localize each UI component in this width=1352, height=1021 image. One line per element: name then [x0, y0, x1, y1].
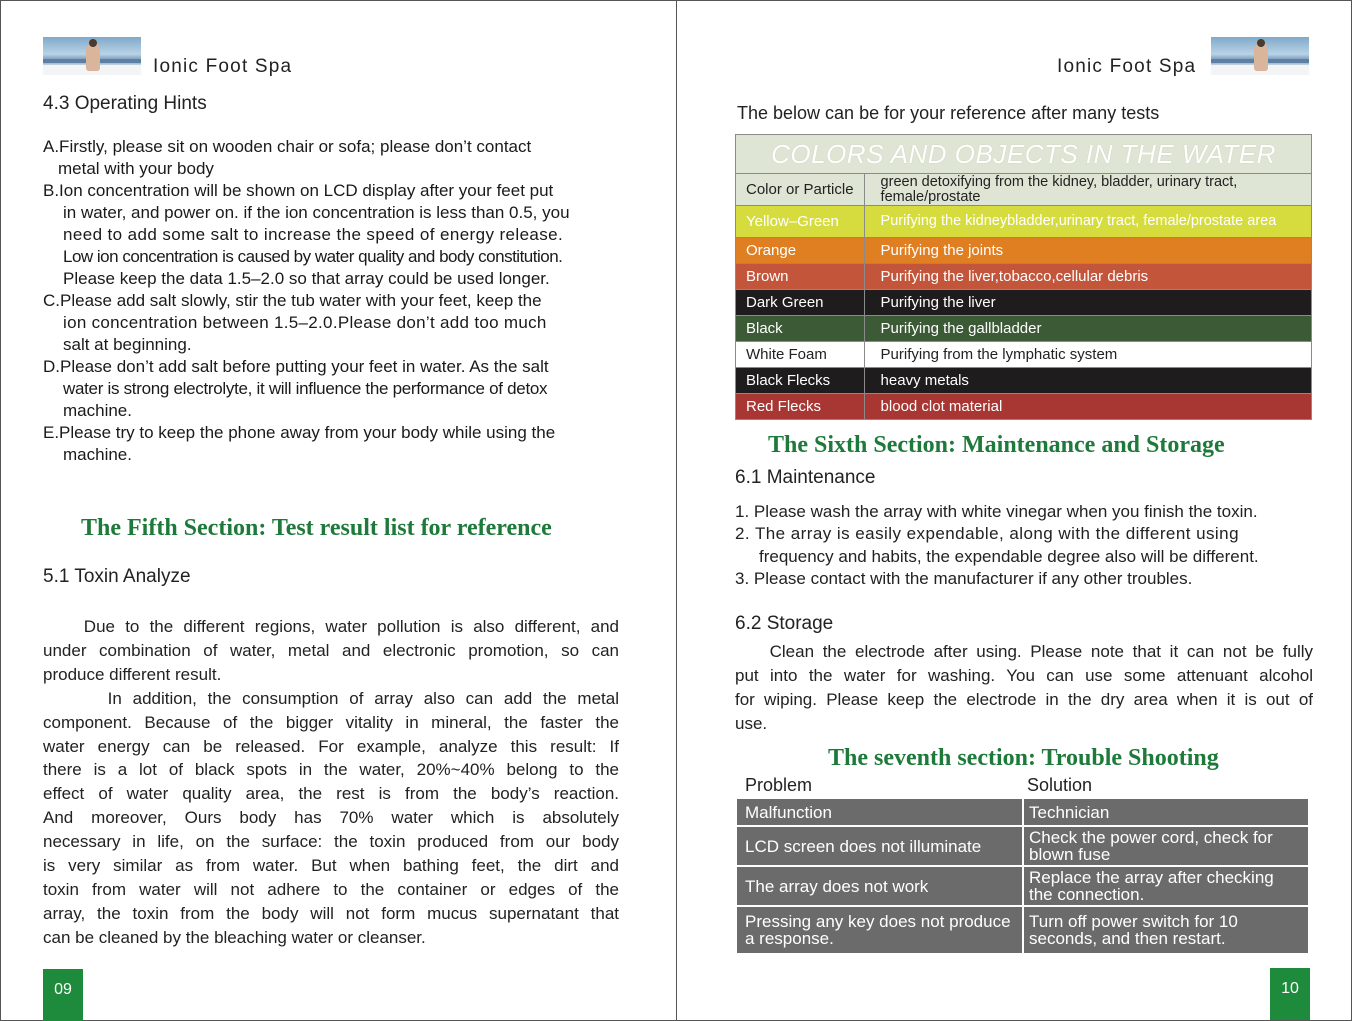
color-row: [736, 342, 1312, 368]
analysis-line: produce different result.: [43, 664, 222, 684]
color-meaning-cell: Purifying from the lymphatic system: [864, 342, 1311, 368]
analysis-line: can be cleaned by the bleaching water or cleanser.: [43, 927, 426, 947]
spa-photo-thumbnail: [1211, 37, 1309, 75]
maintenance-item: 2. The array is easily expendable, along with the different using: [735, 524, 1239, 544]
storage-heading: 6.2 Storage: [735, 613, 834, 634]
maintenance-item: frequency and habits, the expendable degree also will be different.: [759, 546, 1259, 566]
trouble-shooting-table: [735, 797, 1310, 955]
seventh-section-title: The seventh section: Trouble Shooting: [828, 745, 1219, 771]
page-number: 10: [1270, 968, 1310, 1020]
maintenance-item: 1. Please wash the array with white vinegar when you finish the toxin.: [735, 502, 1258, 521]
brand-title: Ionic Foot Spa: [1057, 56, 1197, 77]
color-row: [736, 174, 1312, 206]
analysis-line: water energy can be released. For example, analyze this result: If: [43, 736, 619, 756]
color-name-cell: White Foam: [736, 342, 865, 368]
color-meaning-cell: blood clot material: [864, 394, 1311, 420]
color-row: [736, 368, 1312, 394]
problem-column-header: Problem: [745, 775, 813, 795]
color-name-cell: Brown: [736, 264, 865, 290]
analysis-line: under combination of water, metal and electronic promotion, so can: [43, 640, 619, 660]
hint-line: machine.: [63, 401, 132, 420]
color-name-cell: Black: [736, 316, 865, 342]
color-meaning-cell: green detoxifying from the kidney, bladder, urinary tract, female/prostate: [864, 174, 1311, 206]
hint-line: ion concentration between 1.5–2.0.Please don’t add too much: [63, 313, 547, 332]
analysis-line: array, the toxin from the body will not form mucus supernatant that: [43, 903, 619, 923]
color-meaning-cell: heavy metals: [864, 368, 1311, 394]
trouble-row: [736, 826, 1309, 866]
color-name-cell: Color or Particle: [736, 174, 865, 206]
analysis-line: In addition, the consumption of array also can add the metal: [43, 688, 619, 708]
maintenance-item: 3. Please contact with the manufacturer if any other troubles.: [735, 568, 1193, 588]
hint-line: E.Please try to keep the phone away from your body while using the: [43, 423, 556, 442]
solution-cell: Check the power cord, check for blown fuse: [1023, 826, 1309, 866]
solution-column-header: Solution: [1027, 775, 1093, 795]
maintenance-list: [735, 501, 1335, 590]
hint-line: machine.: [63, 445, 132, 464]
hint-line: salt at beginning.: [63, 335, 192, 354]
color-meaning-cell: Purifying the liver: [864, 290, 1311, 316]
operating-hints-list: [43, 136, 623, 466]
problem-cell: The array does not work: [736, 866, 1023, 906]
trouble-row: [736, 906, 1309, 954]
spa-photo-thumbnail: [43, 37, 141, 75]
operating-hints-heading: 4.3 Operating Hints: [43, 93, 207, 114]
solution-cell: Replace the array after checking the connection.: [1023, 866, 1309, 906]
analysis-line: Due to the different regions, water pollution is also different, and: [43, 617, 619, 636]
analysis-line: And moreover, Ours body has 70% water which is absolutely: [43, 808, 619, 828]
colors-objects-table: [735, 134, 1312, 420]
problem-cell: Pressing any key does not produce a response.: [736, 906, 1023, 954]
page-number: 09: [43, 969, 83, 1021]
hint-line: metal with your body: [58, 159, 214, 178]
solution-cell: Technician: [1023, 798, 1309, 826]
hint-line: B.Ion concentration will be shown on LCD display after your feet put: [43, 181, 554, 200]
analysis-line: effect of water quality area, the rest is from the body’s reaction.: [43, 784, 619, 804]
hint-line: C.Please add salt slowly, stir the tub water with your feet, keep the: [43, 291, 542, 310]
storage-line: use.: [735, 714, 768, 733]
storage-paragraph: [735, 640, 1313, 736]
color-name-cell: Black Flecks: [736, 368, 865, 394]
color-meaning-cell: Purifying the gallbladder: [864, 316, 1311, 342]
color-name-cell: Orange: [736, 238, 865, 264]
reference-intro: The below can be for your reference after many tests: [737, 103, 1160, 123]
maintenance-heading: 6.1 Maintenance: [735, 467, 876, 488]
hint-line: Please keep the data 1.5–2.0 so that array could be used longer.: [63, 269, 550, 288]
analysis-line: toxin from water will not adhere to the container or edges of the: [43, 879, 619, 899]
storage-line: for wiping. Please keep the electrode in the dry area when it is out of: [735, 690, 1313, 709]
analysis-line: necessary in life, on the surface: the toxin produced from our body: [43, 832, 619, 852]
color-name-cell: Dark Green: [736, 290, 865, 316]
storage-line: Clean the electrode after using. Please note that it can not be fully: [735, 642, 1313, 661]
problem-cell: LCD screen does not illuminate: [736, 826, 1023, 866]
color-name-cell: Red Flecks: [736, 394, 865, 420]
color-name-cell: Yellow–Green: [736, 206, 865, 238]
color-row: [736, 264, 1312, 290]
hint-line: Low ion concentration is caused by water quality and body constitution.: [63, 247, 563, 266]
trouble-row: [736, 798, 1309, 826]
color-row: [736, 290, 1312, 316]
storage-line: put into the water for washing. You can use some attenuant alcohol: [735, 666, 1313, 685]
color-meaning-cell: Purifying the kidneybladder,urinary tract, female/prostate area: [864, 206, 1311, 238]
fifth-section-title: The Fifth Section: Test result list for reference: [81, 515, 552, 541]
color-row: [736, 394, 1312, 420]
toxin-analyze-heading: 5.1 Toxin Analyze: [43, 566, 191, 587]
analysis-line: component. Because of the bigger vitality in mineral, the faster the: [43, 712, 619, 732]
toxin-analysis-paragraph: [43, 615, 619, 950]
sixth-section-title: The Sixth Section: Maintenance and Storage: [768, 432, 1225, 458]
analysis-line: is very similar as from water. But when bathing feet, the dirt and: [43, 856, 619, 876]
hint-line: need to add some salt to increase the speed of energy release.: [63, 225, 564, 244]
brand-title: Ionic Foot Spa: [153, 56, 293, 77]
problem-cell: Malfunction: [736, 798, 1023, 826]
color-row: [736, 316, 1312, 342]
hint-line: A.Firstly, please sit on wooden chair or sofa; please don’t contact: [43, 137, 532, 156]
color-row: [736, 238, 1312, 264]
color-meaning-cell: Purifying the joints: [864, 238, 1311, 264]
hint-line: water is strong electrolyte, it will influence the performance of detox: [63, 379, 548, 398]
analysis-line: there is a lot of black spots in the water, 20%~40% belong to the: [43, 760, 619, 780]
solution-cell: Turn off power switch for 10 seconds, and then restart.: [1023, 906, 1309, 954]
colors-table-title: COLORS AND OBJECTS IN THE WATER: [736, 135, 1312, 174]
trouble-row: [736, 866, 1309, 906]
hint-line: D.Please don’t add salt before putting your feet in water. As the salt: [43, 357, 549, 376]
color-meaning-cell: Purifying the liver,tobacco,cellular debris: [864, 264, 1311, 290]
color-row: [736, 206, 1312, 238]
hint-line: in water, and power on. if the ion concentration is less than 0.5, you: [63, 203, 570, 222]
